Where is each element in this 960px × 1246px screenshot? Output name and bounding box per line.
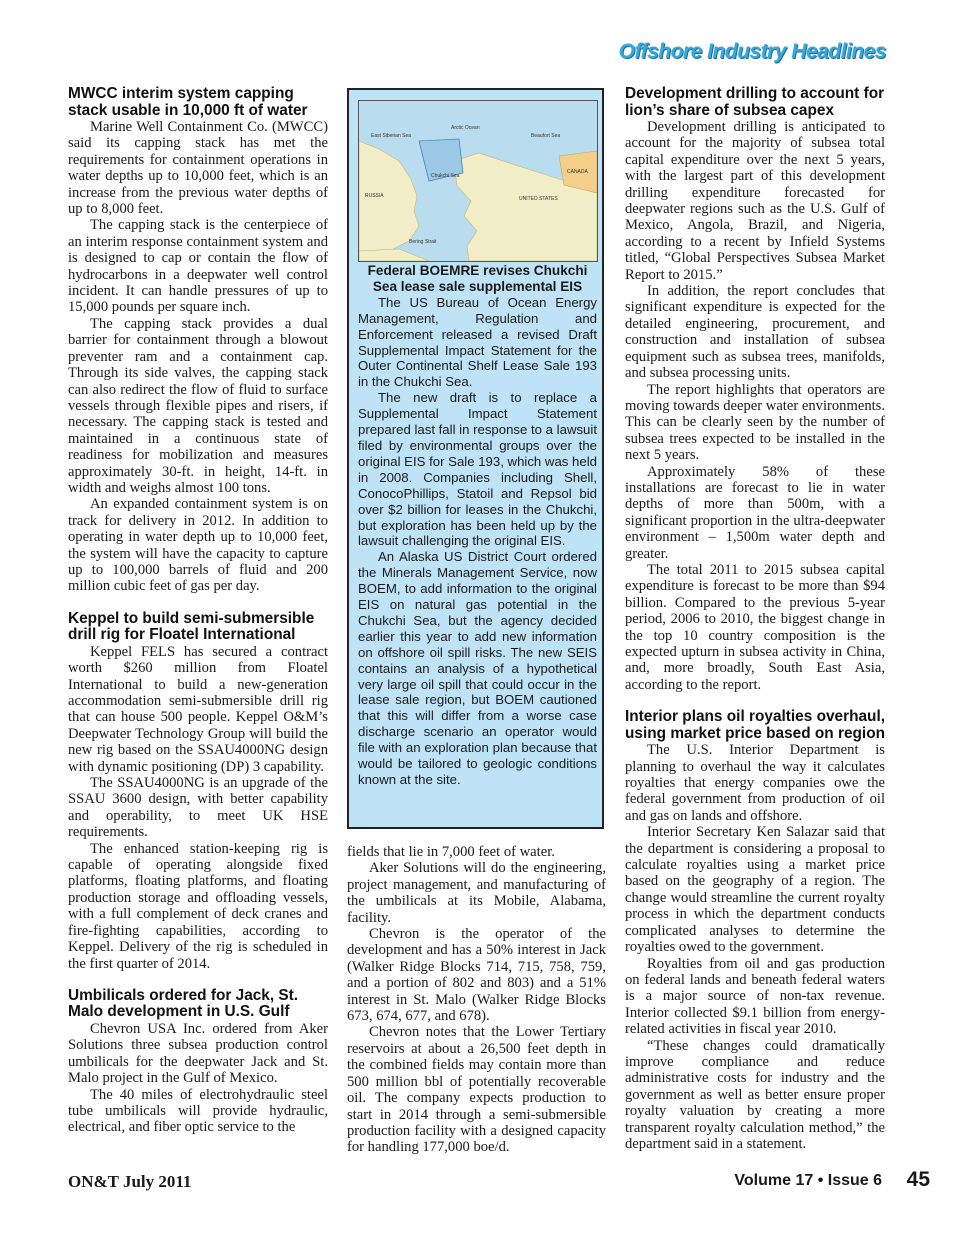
article-title-development-drilling: Development drilling to account for lion’s share of subsea capex — [625, 85, 885, 119]
article-title-umbilicals: Umbilicals ordered for Jack, St. Malo development in U.S. Gulf — [68, 986, 299, 1021]
article-title-mwcc: MWCC interim system capping stack usable in 10,000 ft of water — [68, 85, 308, 119]
map-label-east-siberian: East Siberian Sea — [371, 133, 412, 139]
article-title-interior-royalties: Interior plans oil royalties overhaul, using market price based on region — [625, 708, 886, 742]
paragraph: Interior Secretary Ken Salazar said that the department is considering a proposal to calculate royalties using a market price based on the geography of a region. The change would streamline the current royalty process in which the department conducts complicated analyses to determine the royalties owed to the government. — [625, 824, 885, 956]
paragraph: An Alaska US District Court ordered the Minerals Management Service, now BOEM, to add information to the original EIS on natural gas potential in the Chukchi Sea, but the agency decided earlier this year to add new information on offshore oil spill risks. The new SEIS contains an analysis of a hypothetical very large oil spill that could occur in the lease sale region, but BOEM cautioned that this will differ from a worse case discharge scenario an operator would file with an exploration plan because that would be tailored to geologic conditions known at the site. — [358, 549, 597, 787]
paragraph: The SSAU4000NG is an upgrade of the SSAU 3600 design, with better capability and operability, to meet UK HSE requirements. — [68, 775, 328, 841]
column-right — [625, 86, 885, 1152]
paragraph: The report highlights that operators are moving towards deeper water environments. This can be clearly seen by the number of subsea trees expected to be installed in the next 5 years. — [625, 381, 885, 464]
section-header: Offshore Industry Headlines — [618, 40, 886, 63]
map-graphic — [359, 101, 597, 261]
paragraph: Aker Solutions will do the engineering, project management, and manufacturing of the umbilicals at its Mobile, Alabama, facility. — [347, 860, 606, 926]
paragraph: The new draft is to replace a Supplemental Impact Statement prepared last fall in response to a lawsuit filed by environmental groups over the original EIS for Sale 193, which was held in 2008. Companies including Shell, ConocoPhillips, Statoil and Repsol bid over $2 billion for leases in the Chukchi, but exploration has been held up by the lawsuit challenging the original EIS. — [358, 390, 597, 549]
map-label-bering: Bering Strait — [409, 239, 437, 245]
paragraph: The U.S. Interior Department is planning to overhaul the way it calculates royalties that energy companies owe the federal government from production of oil and gas on lands and offshore. — [625, 742, 885, 824]
map-label-canada: CANADA — [567, 169, 588, 175]
paragraph: The 40 miles of electrohydraulic steel tube umbilicals will provide hydraulic, electrical, and fiber optic service to the — [68, 1086, 328, 1136]
column-left — [68, 86, 328, 1136]
paragraph: Chevron is the operator of the development and has a 50% interest in Jack (Walker Ridge Blocks 714, 715, 758, 759, and a portion of 802 and 803) and a 51% interest in St. Malo (Walker Ridge Blocks 673, 674, 677, and 678). — [347, 926, 606, 1025]
article-title-keppel: Keppel to build semi-submersible drill rig for Floatel International — [68, 609, 315, 644]
paragraph: Development drilling is anticipated to account for the majority of subsea total capital expenditure over the next 5 years, with the largest part of this development drilling expenditure forecasted for deepwater regions such as the U.S. Gulf of Mexico, Angola, Brazil, and Nigeria, according to a recent by Infield Systems titled, “Global Perspectives Subsea Market Report to 2015.” — [625, 119, 885, 283]
page-number: 45 — [906, 1168, 930, 1191]
paragraph: In addition, the report concludes that significant expenditure is expected for the detailed engineering, procurement, and construction and installation of subsea equipment such as subsea trees, manifolds, and subsea processing units. — [625, 283, 885, 382]
sidebar-text — [358, 263, 597, 788]
paragraph: “These changes could dramatically improve compliance and reduce administrative costs for industry and the government as well as better ensure proper royalty valuation by creating a more transparent royalty calculation method,” the department said in a statement. — [625, 1037, 885, 1152]
column-middle — [347, 844, 606, 1156]
footer-volume: Volume 17 • Issue 6 — [734, 1172, 882, 1189]
paragraph: Approximately 58% of these installations are forecast to lie in water depths of more than 500m, with a significant proportion in the ultra-deepwater environment – 1,500m water depth and greater. — [625, 463, 885, 562]
paragraph: The US Bureau of Ocean Energy Management, Regulation and Enforcement released a revised Draft Supplemental Impact Statement for the Outer Continental Shelf Lease Sale 193 in the Chukchi Sea. — [358, 294, 597, 390]
map-label-russia: RUSSIA — [365, 193, 384, 199]
paragraph: An expanded containment system is on track for delivery in 2012. In addition to operating in water depth up to 10,000 feet, the system will have the capacity to capture up to 100,000 barrels of fluid and 200 million cubic feet of gas per day. — [68, 496, 328, 595]
sidebar-title: Federal BOEMRE revises Chukchi Sea lease sale supplemental EIS — [367, 263, 588, 294]
paragraph: The capping stack is the centerpiece of an interim response containment system and is designed to cap or contain the flow of hydrocarbons in a deepwater well control incident. It can handle pressures of up to 15,000 pounds per square inch. — [68, 217, 328, 316]
map-label-chukchi: Chukchi Sea — [431, 173, 460, 179]
paragraph: Keppel FELS has secured a contract worth $260 million from Floatel International to build a new-generation accommodation semi-submersible drill rig that can house 500 people. Keppel O&M’s Deepwater Technology Group will build the new rig based on the SSAU4000NG design with dynamic positioning (DP) 3 capability. — [68, 643, 328, 775]
map-label-arctic: Arctic Ocean — [451, 125, 480, 131]
paragraph: The enhanced station-keeping rig is capable of operating alongside fixed platforms, floating platforms, and floating production storage and offloading vessels, with a full complement of deck cranes and fire-fighting capabilities, according to Keppel. Delivery of the rig is scheduled in the first quarter of 2014. — [68, 840, 328, 972]
paragraph: Chevron notes that the Lower Tertiary reservoirs at about a 26,500 feet depth in the combined fields may contain more than 500 million bbl of potentially recoverable oil. The company expects production to start in 2014 through a semi-submersible production facility with a designed capacity for handling 177,000 boe/d. — [347, 1024, 606, 1156]
paragraph: The capping stack provides a dual barrier for containment through a blowout preventer ram and a containment cap. Through its side valves, the capping stack can also redirect the flow of fluid to surface vessels through flexible pipes and risers, if necessary. The capping stack is tested and maintained in a continuous state of readiness for mobilization and measures approximately 30-ft. in height, 14-ft. in width and weighs almost 100 tons. — [68, 315, 328, 496]
paragraph: Royalties from oil and gas production on federal lands and beneath federal waters is a major source of non-tax revenue. Interior collected $9.1 billion from energy-related activities in fiscal year 2010. — [625, 955, 885, 1038]
map-label-beaufort: Beaufort Sea — [531, 133, 561, 139]
paragraph: Marine Well Containment Co. (MWCC) said its capping stack has met the requirements for containment operations in water depths up to 10,000 feet, which is an increase from the previous water depths of up to 8,000 feet. — [68, 119, 328, 218]
sidebar-box-chukchi — [347, 88, 604, 829]
map-label-usa: UNITED STATES — [519, 196, 558, 202]
paragraph: The total 2011 to 2015 subsea capital expenditure is forecast to be more than $94 billion. Compared to the previous 5-year period, 2006 to 2010, the biggest change in the top 10 country composition is the expected upturn in subsea activity in China, and, more broadly, South East Asia, according to the report. — [625, 561, 885, 693]
chukchi-sea-map — [358, 100, 598, 262]
paragraph: fields that lie in 7,000 feet of water. — [347, 844, 555, 860]
footer-publication: ON&T July 2011 — [68, 1172, 192, 1191]
paragraph: Chevron USA Inc. ordered from Aker Solutions three subsea production control umbilicals for the deepwater Jack and St. Malo project in the Gulf of Mexico. — [68, 1020, 328, 1087]
